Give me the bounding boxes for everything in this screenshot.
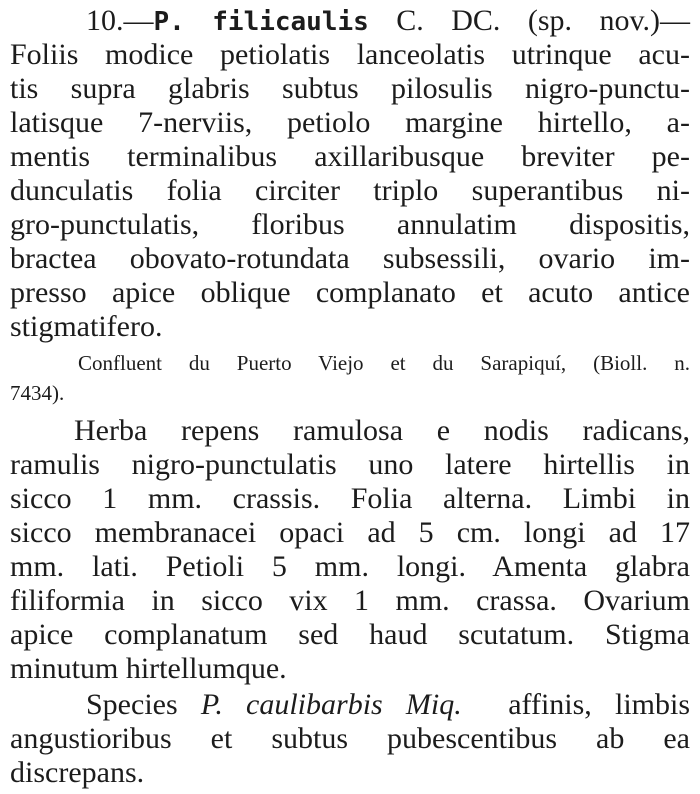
description-line: Foliis modice petiolatis lanceolatis utrinque acu- [10,38,690,71]
locality-line: 7434). [10,381,65,405]
affinity-line: discrepans. [10,756,145,789]
description-line: presso apice oblique complanato et acuto antice [10,276,690,309]
habit-line: ramulis nigro-punctulatis uno latere hirtellis in [10,448,690,481]
habit-line: apice complanatum sed haud scutatum. Stigma [10,618,690,651]
locality-line: Confluent du Puerto Viejo et du Sarapiquí, (Bioll. n. [78,351,690,375]
species-name: filicaulis [212,7,369,37]
description-line: mentis terminalibus axillaribusque breviter pe- [10,140,690,173]
description-line: gro-punctulatis, floribus annulatim dispositis, [10,208,690,241]
species-author: C. DC. (sp. nov.)— [396,4,690,37]
habit-line: sicco 1 mm. crassis. Folia alterna. Limbi in [10,482,690,515]
description-line: bractea obovato-rotundata subsessili, ovario im- [10,242,690,275]
habit-line: Herba repens ramulosa e nodis radicans, [74,414,690,447]
description-line: stigmatifero. [10,310,163,343]
habit-line: filiformia in sicco vix 1 mm. crassa. Ovarium [10,584,690,617]
description-line: dunculatis folia circiter triplo superantibus ni- [10,174,690,207]
affinity-taxon: P. caulibarbis Miq. [200,688,462,721]
genus-abbrev: P. [153,7,185,37]
description-line: latisque 7-nerviis, petiolo margine hirtello, a- [10,106,690,139]
affinity-lead: Species [86,688,178,721]
entry-number: 10.— [86,4,154,37]
habit-line: sicco membranacei opaci ad 5 cm. longi ad 17 [10,516,690,549]
habit-line: minutum hirtellumque. [10,652,287,685]
affinity-line: angustioribus et subtus pubescentibus ab ea [10,722,690,755]
description-line: tis supra glabris subtus pilosulis nigro-punctu- [10,72,690,105]
species-heading [86,4,690,39]
habit-line: mm. lati. Petioli 5 mm. longi. Amenta glabra [10,550,690,583]
affinity-rest: affinis, limbis [508,688,691,721]
affinity-first-line [86,688,690,722]
